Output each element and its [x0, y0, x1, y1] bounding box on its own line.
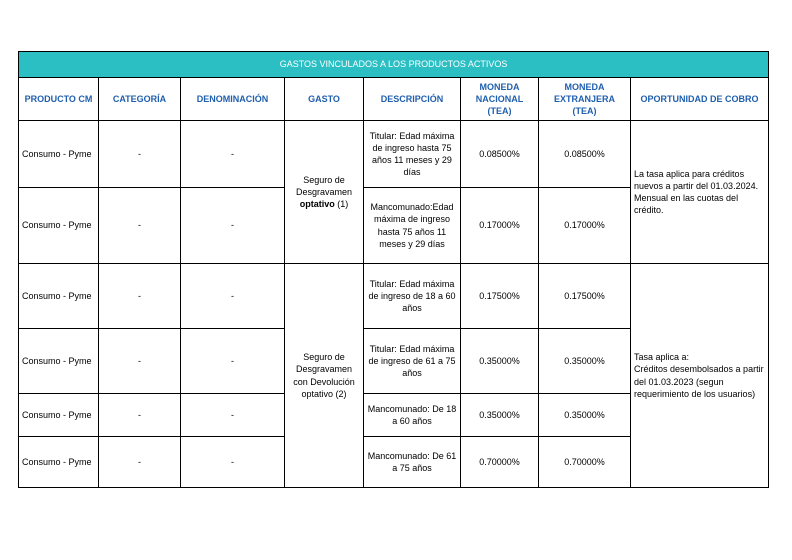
cell-descripcion: Titular: Edad máxima de ingreso de 61 a 75 años [364, 329, 461, 394]
cell-categoria: - [99, 188, 181, 264]
table-row [19, 264, 769, 329]
cell-moneda-nacional: 0.70000% [461, 437, 539, 488]
header-mn-line2: NACIONAL [475, 93, 524, 104]
cell-producto: Consumo - Pyme [19, 188, 99, 264]
header-producto: PRODUCTO CM [19, 78, 99, 121]
cell-denominacion: - [181, 264, 285, 329]
table-title: GASTOS VINCULADOS A LOS PRODUCTOS ACTIVOS [19, 52, 769, 78]
cell-denominacion: - [181, 437, 285, 488]
cell-categoria: - [99, 264, 181, 329]
gasto-1-bold: optativo [299, 199, 335, 210]
header-denominacion: DENOMINACIÓN [181, 78, 285, 121]
cell-producto: Consumo - Pyme [19, 437, 99, 488]
header-mn-line3: (TEA) [487, 106, 512, 117]
cell-gasto-1 [285, 121, 364, 264]
header-me-line1: MONEDA [564, 81, 605, 92]
cell-moneda-nacional: 0.35000% [461, 394, 539, 437]
table-row [19, 121, 769, 188]
cell-descripcion: Titular: Edad máxima de ingreso de 18 a 60 años [364, 264, 461, 329]
cell-moneda-nacional: 0.08500% [461, 121, 539, 188]
header-mn-line1: MONEDA [479, 81, 520, 92]
cell-categoria: - [99, 394, 181, 437]
cell-categoria: - [99, 437, 181, 488]
cell-descripcion: Mancomunado: De 18 a 60 años [364, 394, 461, 437]
oportunidad-2-line1: Tasa aplica a: [634, 352, 690, 363]
cell-gasto-2: Seguro de Desgravamen con Devolución optativo (2) [285, 264, 364, 488]
cell-moneda-extranjera: 0.70000% [539, 437, 631, 488]
oportunidad-2-line2: Créditos desembolsados a partir del 01.03.2023 (segun requerimiento de los usuarios) [634, 364, 764, 399]
cell-descripcion: Titular: Edad máxima de ingreso hasta 75 años 11 meses y 29 días [364, 121, 461, 188]
gasto-1-pre: Seguro de Desgravamen [295, 174, 353, 197]
cell-descripcion: Mancomunado:Edad máxima de ingreso hasta 75 años 11 meses y 29 días [364, 188, 461, 264]
cell-moneda-nacional: 0.35000% [461, 329, 539, 394]
gastos-table [18, 51, 769, 488]
header-oportunidad: OPORTUNIDAD DE COBRO [631, 78, 769, 121]
cell-producto: Consumo - Pyme [19, 264, 99, 329]
cell-producto: Consumo - Pyme [19, 329, 99, 394]
cell-descripcion: Mancomunado: De 61 a 75 años [364, 437, 461, 488]
cell-oportunidad-2 [631, 264, 769, 488]
cell-moneda-extranjera: 0.35000% [539, 329, 631, 394]
cell-denominacion: - [181, 121, 285, 188]
header-moneda-extranjera [539, 78, 631, 121]
cell-denominacion: - [181, 329, 285, 394]
header-me-line2: EXTRANJERA [553, 93, 615, 104]
header-me-line3: (TEA) [572, 106, 597, 117]
cell-moneda-nacional: 0.17500% [461, 264, 539, 329]
cell-denominacion: - [181, 188, 285, 264]
cell-denominacion: - [181, 394, 285, 437]
cell-moneda-extranjera: 0.08500% [539, 121, 631, 188]
header-gasto: GASTO [285, 78, 364, 121]
header-moneda-nacional [461, 78, 539, 121]
cell-moneda-extranjera: 0.17500% [539, 264, 631, 329]
cell-producto: Consumo - Pyme [19, 394, 99, 437]
gasto-1-post: (1) [334, 199, 349, 210]
header-descripcion: DESCRIPCIÓN [364, 78, 461, 121]
cell-moneda-extranjera: 0.35000% [539, 394, 631, 437]
header-categoria: CATEGORÍA [99, 78, 181, 121]
cell-moneda-nacional: 0.17000% [461, 188, 539, 264]
cell-categoria: - [99, 121, 181, 188]
cell-producto: Consumo - Pyme [19, 121, 99, 188]
cell-moneda-extranjera: 0.17000% [539, 188, 631, 264]
cell-oportunidad-1: La tasa aplica para créditos nuevos a partir del 01.03.2024. Mensual en las cuotas del crédito. [631, 121, 769, 264]
cell-categoria: - [99, 329, 181, 394]
